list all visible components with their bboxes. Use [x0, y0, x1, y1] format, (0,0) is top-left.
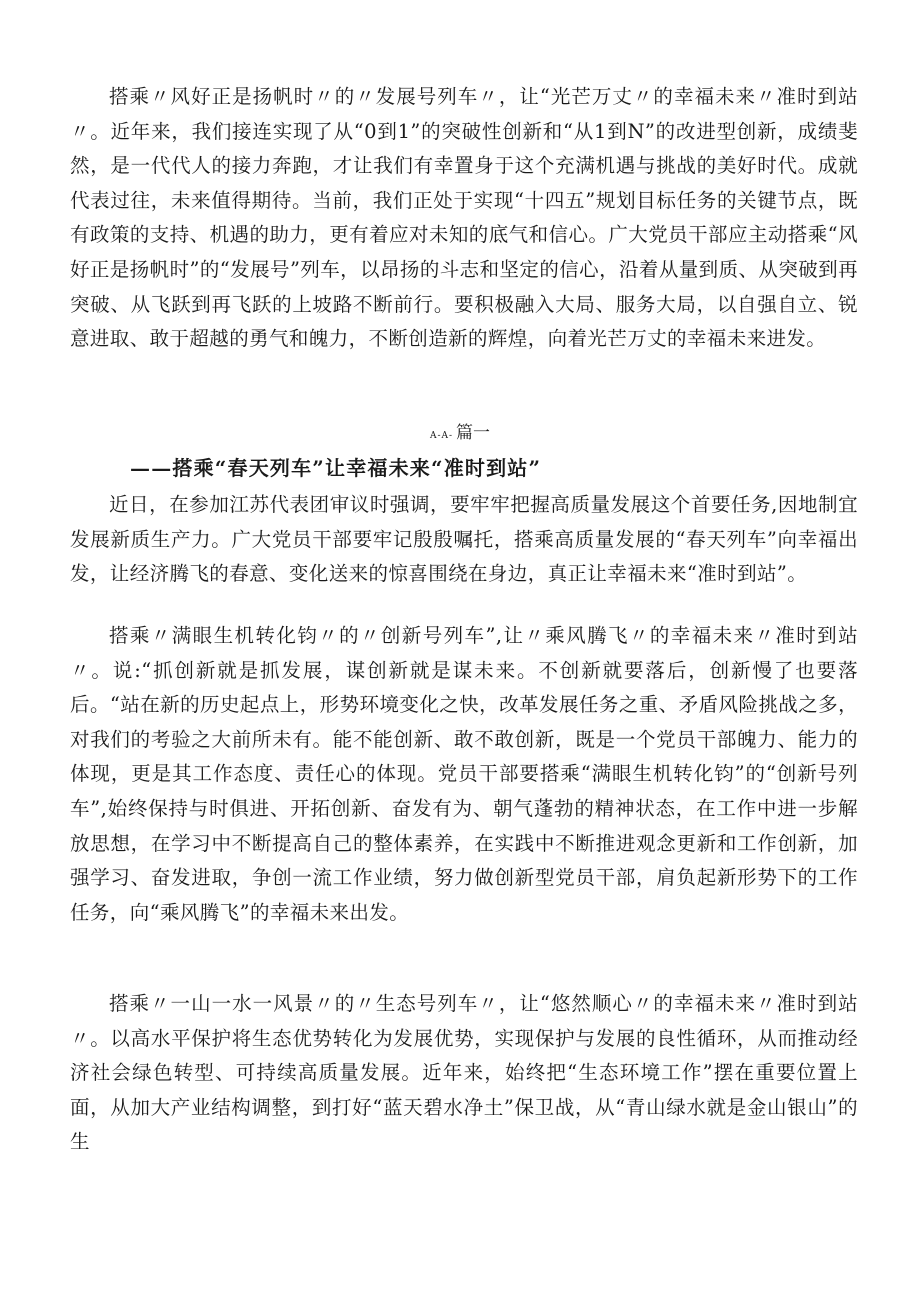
paragraph-spring-train: 近日，在参加江苏代表团审议时强调，要牢牢把握高质量发展这个首要任务,因地制宜发展新质生产力。广大党员干部要牢记殷殷嘱托，搭乘高质量发展的“春天列车”向幸福出发，让经济腾飞的春意、变化送来的惊喜围绕在身边，真正让幸福未来“准时到站”。: [70, 493, 858, 586]
section-mark: A-A-: [429, 431, 454, 441]
section-subtitle: ——搭乘“春天列车”让幸福未来“准时到站”: [130, 456, 542, 480]
paragraph-development-train: 搭乘〃风好正是扬帆时〃的〃发展号列车〃，让“光芒万丈〃的幸福未来〃准时到站〃。近年来，我们接连实现了从“0到1”的突破性创新和“从1到N”的改进型创新，成绩斐然，是一代代人的接力奔跑，才让我们有幸置身于这个充满机遇与挑战的美好时代。成就代表过往，未来值得期待。当前，我们正处于实现“十四五”规划目标任务的关键节点，既有政策的支持、机遇的助力，更有着应对未知的底气和信心。广大党员干部应主动搭乘“风好正是扬帆时”的“发展号”列车，以昂扬的斗志和坚定的信心，沿着从量到质、从突破到再突破、从飞跃到再飞跃的上坡路不断前行。要积极融入大局、服务大局，以自强自立、锐意进取、敢于超越的勇气和魄力，不断创造新的辉煌，向着光芒万丈的幸福未来进发。: [70, 85, 858, 351]
paragraph-innovation-train: 搭乘〃满眼生机转化钧〃的〃创新号列车”,让〃乘风腾飞〃的幸福未来〃准时到站〃。说:“抓创新就是抓发展，谋创新就是谋未来。不创新就要落后，创新慢了也要落后。“站在新的历史起点上，形势环境变化之快，改革发展任务之重、矛盾风险挑战之多，对我们的考验之大前所未有。能不能创新、敢不敢创新，既是一个党员干部魄力、能力的体现，更是其工作态度、责任心的体现。党员干部要搭乘“满眼生机转化钧”的“创新号列车”,始终保持与时俱进、开拓创新、奋发有为、朝气蓬勃的精神状态，在工作中进一步解放思想，在学习中不断提高自己的整体素养，在实践中不断推进观念更新和工作创新，加强学习、奋发进取，争创一流工作业绩，努力做创新型党员干部，肩负起新形势下的工作任务，向“乘风腾飞”的幸福未来出发。: [70, 624, 858, 924]
section-label-text: 篇一: [456, 423, 491, 443]
paragraph-ecology-train: 搭乘〃一山一水一风景〃的〃生态号列车〃，让“悠然顺心〃的幸福未来〃准时到站〃。以高水平保护将生态优势转化为发展优势，实现保护与发展的良性循环，从而推动经济社会绿色转型、可持续高质量发展。近年来，始终把“生态环境工作”摆在重要位置上面，从加大产业结构调整，到打好“蓝天碧水净土”保卫战，从“青山绿水就是金山银山”的生: [70, 992, 858, 1154]
section-label: [0, 418, 920, 443]
